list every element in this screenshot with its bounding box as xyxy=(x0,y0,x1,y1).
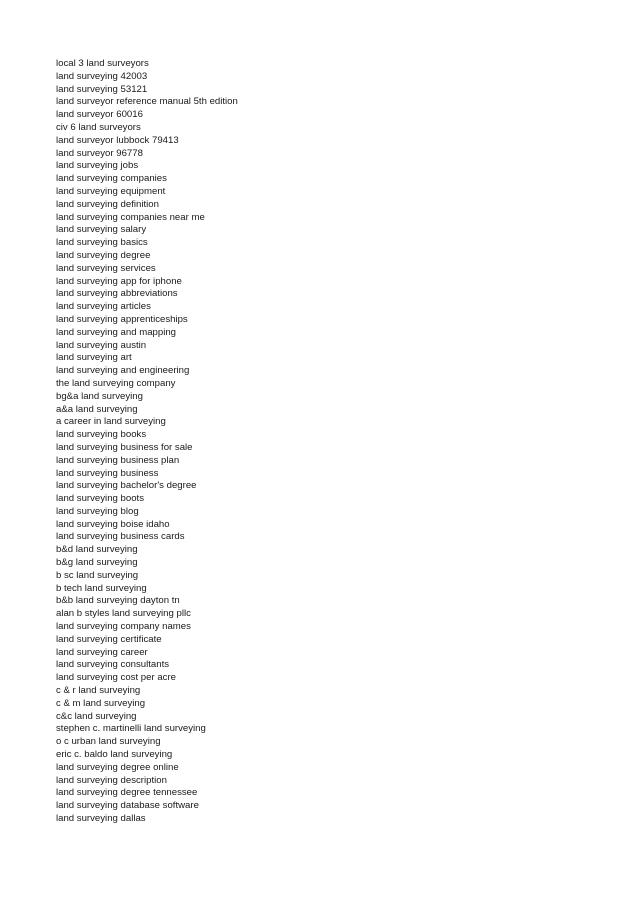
keyword-list xyxy=(56,58,238,826)
keyword-line: land surveying boise idaho xyxy=(56,518,170,530)
keyword-line: land surveying apprenticeships xyxy=(56,313,188,325)
keyword-line: land surveying boots xyxy=(56,493,144,505)
keyword-line: c&c land surveying xyxy=(56,710,137,722)
keyword-line: land surveyor 96778 xyxy=(56,147,143,159)
keyword-line: the land surveying company xyxy=(56,377,176,389)
keyword-line: b&g land surveying xyxy=(56,557,138,569)
keyword-line: alan b styles land surveying pllc xyxy=(56,608,191,620)
keyword-line: a&a land surveying xyxy=(56,403,138,415)
keyword-line: b tech land surveying xyxy=(56,582,147,594)
keyword-line: land surveying business cards xyxy=(56,531,185,543)
keyword-line: land surveying cost per acre xyxy=(56,672,176,684)
keyword-line: local 3 land surveyors xyxy=(56,58,149,69)
keyword-line: land surveying articles xyxy=(56,301,151,313)
keyword-line: land surveying companies near me xyxy=(56,211,205,223)
keyword-line: land surveying dallas xyxy=(56,813,146,825)
keyword-line: land surveying business xyxy=(56,467,159,479)
keyword-line: land surveyor reference manual 5th edition xyxy=(56,96,238,108)
keyword-line: land surveying business plan xyxy=(56,454,180,466)
keyword-line: c & m land surveying xyxy=(56,697,146,709)
keyword-line: land surveying equipment xyxy=(56,185,166,197)
keyword-line: land surveying database software xyxy=(56,800,199,812)
keyword-line: land surveying business for sale xyxy=(56,441,193,453)
keyword-line: land surveying description xyxy=(56,774,167,786)
keyword-line: c & r land surveying xyxy=(56,685,141,697)
keyword-line: land surveying 42003 xyxy=(56,70,148,82)
keyword-line: land surveying abbreviations xyxy=(56,288,178,300)
keyword-line: land surveying salary xyxy=(56,224,147,236)
keyword-line: land surveying basics xyxy=(56,237,148,249)
keyword-line: land surveying blog xyxy=(56,505,139,517)
keyword-line: land surveying and engineering xyxy=(56,365,190,377)
keyword-line: bg&a land surveying xyxy=(56,390,143,402)
keyword-line: land surveying definition xyxy=(56,198,159,210)
keyword-line: land surveying services xyxy=(56,262,156,274)
keyword-line: land surveying jobs xyxy=(56,160,139,172)
keyword-line: a career in land surveying xyxy=(56,416,166,428)
keyword-line: land surveying degree online xyxy=(56,761,179,773)
keyword-line: land surveying degree tennessee xyxy=(56,787,198,799)
keyword-line: land surveying books xyxy=(56,429,147,441)
keyword-line: land surveying degree xyxy=(56,249,151,261)
keyword-line: b&d land surveying xyxy=(56,544,138,556)
keyword-line: land surveyor lubbock 79413 xyxy=(56,134,179,146)
keyword-line: land surveying companies xyxy=(56,173,167,185)
keyword-line: land surveying bachelor's degree xyxy=(56,480,197,492)
keyword-line: land surveying career xyxy=(56,646,148,658)
keyword-line: land surveying austin xyxy=(56,339,147,351)
keyword-line: b sc land surveying xyxy=(56,569,139,581)
keyword-line: land surveyor 60016 xyxy=(56,109,143,121)
keyword-line: land surveying certificate xyxy=(56,633,162,645)
keyword-line: land surveying app for iphone xyxy=(56,275,182,287)
keyword-line: land surveying and mapping xyxy=(56,326,177,338)
keyword-line: b&b land surveying dayton tn xyxy=(56,595,180,607)
keyword-line: civ 6 land surveyors xyxy=(56,121,141,133)
keyword-line: stephen c. martinelli land surveying xyxy=(56,723,206,735)
keyword-line: land surveying consultants xyxy=(56,659,170,671)
keyword-line: land surveying 53121 xyxy=(56,83,148,95)
keyword-line: eric c. baldo land surveying xyxy=(56,749,173,761)
keyword-line: o c urban land surveying xyxy=(56,736,161,748)
keyword-line: land surveying company names xyxy=(56,621,191,633)
keyword-line: land surveying art xyxy=(56,352,132,364)
